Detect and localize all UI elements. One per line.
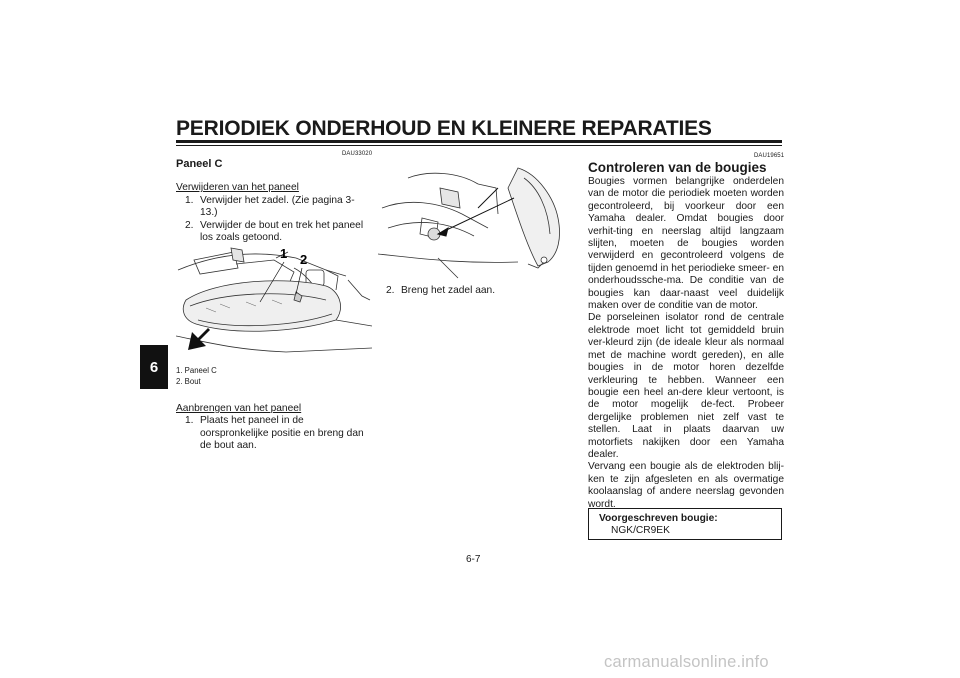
column-seat: [377, 285, 573, 297]
caption-item: 1. Paneel C: [176, 366, 217, 375]
title-rule-thin: [176, 145, 782, 146]
install-block: [176, 403, 372, 453]
title-rule: [176, 140, 782, 143]
watermark: carmanualsonline.info: [604, 653, 769, 671]
column-bougies: [588, 160, 784, 511]
spec-value: NGK/CR9EK: [611, 525, 670, 536]
page-number: 6-7: [466, 554, 481, 565]
section-heading: Controleren van de bougies: [588, 160, 767, 175]
figure-captions: [176, 365, 372, 387]
paragraph: Vervang een bougie als de elektroden blij-ken te zijn afgesleten en als overmatige koolaanslag of andere neerslag gevonden wordt.: [588, 461, 784, 510]
step-item: 2. Breng het zadel aan.: [386, 285, 496, 296]
section-heading: Paneel C: [176, 158, 223, 170]
figure-panel-c: [176, 240, 372, 364]
spec-box: [588, 508, 782, 540]
section-code: DAU33020: [342, 151, 373, 157]
figure-seat: [378, 158, 574, 280]
step-item: 1. Plaats het paneel in de oorspronkelijke positie en breng dan de bout aan.: [185, 415, 364, 452]
step-item: 2. Verwijder de bout en trek het paneel los zoals getoond.: [185, 219, 364, 244]
caption-item: 2. Bout: [176, 377, 201, 386]
chapter-tab: 6: [140, 345, 168, 389]
step-item: 1. Verwijder het zadel. (Zie pagina 3-13.): [185, 194, 355, 219]
install-heading: Aanbrengen van het paneel: [176, 403, 302, 414]
figure-label: 1: [280, 246, 288, 261]
paragraph: De porseleinen isolator rond de centrale elektrode moet licht tot gemiddeld bruin ver-kleurd zijn (de ideale kleur als normaal met de machine wordt gereden), en alle bougies in de motor horen dezelfde verkleuring te hebben. Wanneer een bougie een heel an-dere kleur vertoont, is de motor mogelijk de-fect. Probeer dergelijke problemen niet zelf vast te stellen. Laat in plaats daarvan uw motorfiets nakijken door een Yamaha dealer.: [588, 312, 784, 460]
page-title: PERIODIEK ONDERHOUD EN KLEINERE REPARATIES: [176, 117, 712, 140]
section-code: DAU19651: [754, 153, 785, 159]
remove-heading: Verwijderen van het paneel: [176, 182, 299, 194]
spec-label: Voorgeschreven bougie:: [599, 513, 718, 524]
figure-label: 2: [300, 252, 308, 267]
column-paneel-c: [176, 158, 372, 244]
paragraph: Bougies vormen belangrijke onderdelen van de motor die periodiek moeten worden gecontroleerd, bij voorkeur door een Yamaha dealer. Omdat bougies door verhit-ting en neerslag altijd langzaam slijten, moeten de bougies worden verwijderd en gecontroleerd volgens de tijden genoemd in het periodieke smeer- en onderhoudssche-ma. De conditie van de bougies kan daar-naast veel duidelijk maken over de conditie van de motor.: [588, 176, 784, 312]
